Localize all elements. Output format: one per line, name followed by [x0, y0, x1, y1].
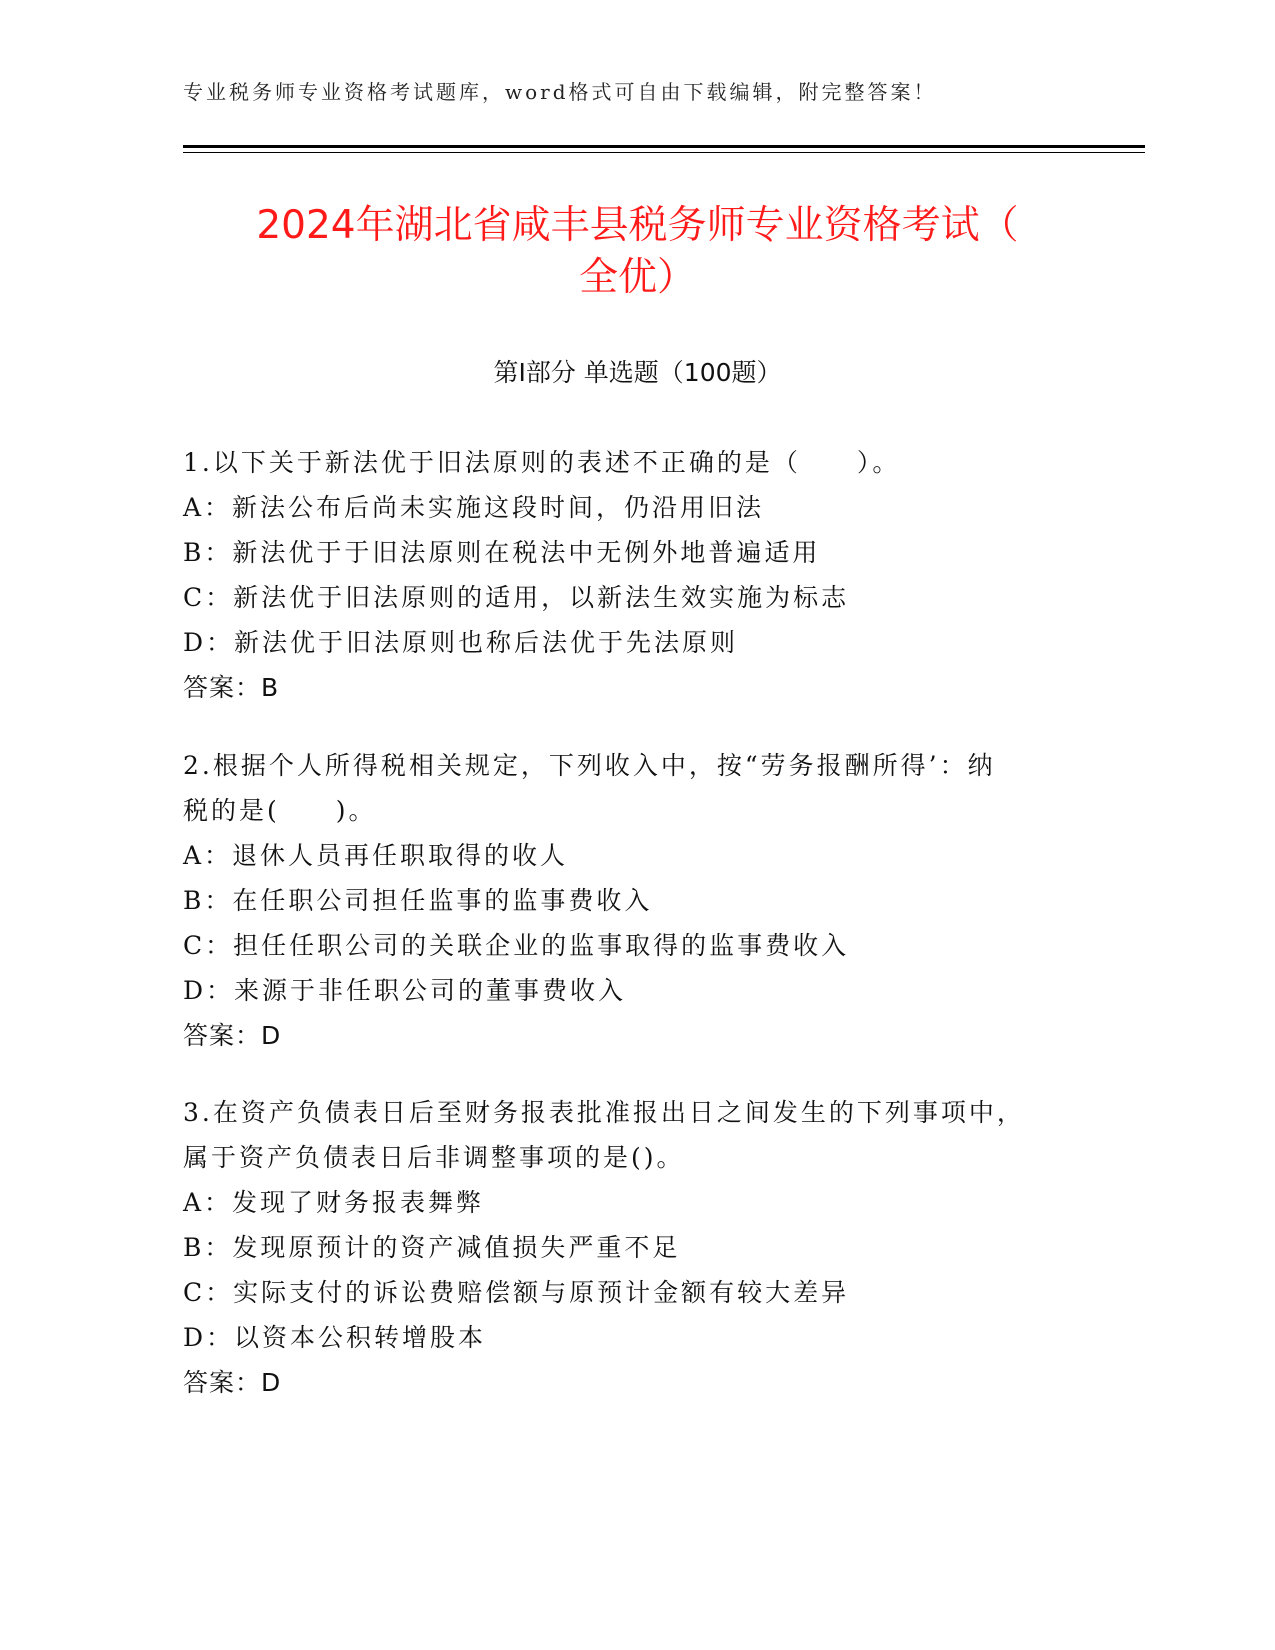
- question-2-option-c: C：担任任职公司的关联企业的监事取得的监事费收入: [183, 931, 850, 960]
- question-3: [183, 1090, 1083, 1405]
- question-1-option-d: D：新法优于旧法原则也称后法优于先法原则: [183, 628, 739, 657]
- question-2-option-a: A：退休人员再任职取得的收人: [183, 841, 569, 870]
- question-3-answer: 答案：D: [183, 1368, 282, 1397]
- header-note: 专业税务师专业资格考试题库，word格式可自由下载编辑，附完整答案！: [183, 80, 937, 104]
- question-1-option-c: C：新法优于旧法原则的适用，以新法生效实施为标志: [183, 583, 850, 612]
- question-2-option-d: D：来源于非任职公司的董事费收入: [183, 976, 627, 1005]
- question-1-option-b: B：新法优于于旧法原则在税法中无例外地普遍适用: [183, 538, 821, 567]
- question-2-answer: 答案：D: [183, 1021, 282, 1050]
- question-1-stem: 1.以下关于新法优于旧法原则的表述不正确的是（ ）。: [183, 448, 901, 477]
- question-2-option-b: B：在任职公司担任监事的监事费收入: [183, 886, 653, 915]
- document-title-line-2: 全优）: [578, 255, 696, 300]
- question-3-option-c: C：实际支付的诉讼费赔偿额与原预计金额有较大差异: [183, 1278, 850, 1307]
- document-title: [150, 200, 1125, 304]
- question-1: [183, 440, 1083, 710]
- header-rule-thin: [183, 152, 1145, 153]
- header-rule-thick: [183, 145, 1145, 148]
- question-2-stem-line-1: 2.根据个人所得税相关规定，下列收入中，按“劳务报酬所得’：纳: [183, 751, 996, 780]
- question-3-option-a: A：发现了财务报表舞弊: [183, 1188, 485, 1217]
- question-3-stem-line-1: 3.在资产负债表日后至财务报表批准报出日之间发生的下列事项中，: [183, 1098, 1025, 1127]
- question-3-option-d: D：以资本公积转增股本: [183, 1323, 487, 1352]
- question-3-option-b: B：发现原预计的资产减值损失严重不足: [183, 1233, 681, 1262]
- question-1-option-a: A：新法公布后尚未实施这段时间，仍沿用旧法: [183, 493, 765, 522]
- question-2: [183, 743, 1083, 1058]
- question-1-answer: 答案：B: [183, 673, 280, 702]
- question-2-stem-line-2: 税的是( )。: [183, 796, 377, 825]
- question-3-stem-line-2: 属于资产负债表日后非调整事项的是()。: [183, 1143, 685, 1172]
- section-heading: 第Ⅰ部分 单选题（100题）: [493, 358, 782, 387]
- document-title-line-1: 2024年湖北省咸丰县税务师专业资格考试（: [256, 203, 1019, 248]
